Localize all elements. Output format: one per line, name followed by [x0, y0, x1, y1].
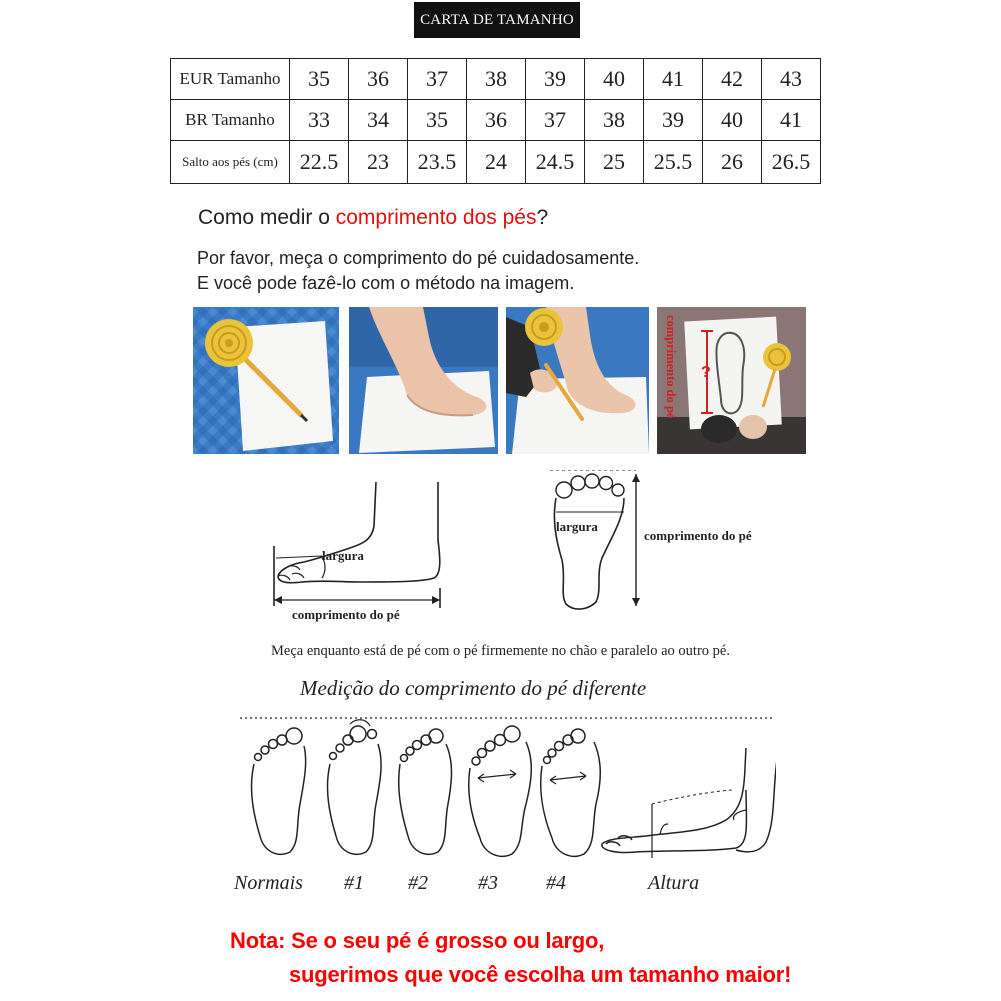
foot-type-normal: Normais — [234, 872, 303, 894]
sole-length-label: comprimento do pé — [644, 528, 752, 543]
size-cell: 35 — [408, 100, 467, 141]
how-title-suffix: ? — [536, 206, 549, 229]
row-label: BR Tamanho — [171, 100, 290, 141]
row-label: Salto aos pés (cm) — [171, 141, 290, 184]
size-cell: 25.5 — [644, 141, 703, 184]
size-cell: 43 — [762, 59, 821, 100]
size-cell: 36 — [349, 59, 408, 100]
size-cell: 39 — [526, 59, 585, 100]
size-cell: 42 — [703, 59, 762, 100]
svg-text:?: ? — [701, 364, 711, 381]
row-label: EUR Tamanho — [171, 59, 290, 100]
size-cell: 38 — [467, 59, 526, 100]
note-line-2: sugerimos que você escolha um tamanho maior! — [289, 962, 792, 987]
side-length-label: comprimento do pé — [292, 607, 400, 622]
size-row-eur — [171, 59, 821, 100]
photo-foot-on-paper — [349, 307, 498, 454]
sole-foot-drawing — [540, 470, 790, 620]
size-row-foot-length — [171, 141, 821, 184]
size-cell: 37 — [526, 100, 585, 141]
sole-width-label: largura — [556, 519, 598, 534]
size-cell: 25 — [585, 141, 644, 184]
size-chart-banner: CARTA DE TAMANHO — [414, 2, 580, 38]
size-cell: 23 — [349, 141, 408, 184]
size-cell: 37 — [408, 59, 467, 100]
size-cell: 23.5 — [408, 141, 467, 184]
different-measurement-title: Medição do comprimento do pé diferente — [300, 676, 647, 700]
photo-traced-outline — [657, 307, 806, 454]
foot-type-1: #1 — [344, 872, 364, 894]
foot-types-diagram — [236, 712, 776, 872]
size-cell: 22.5 — [290, 141, 349, 184]
foot-type-height: Altura — [648, 872, 700, 894]
size-table — [170, 58, 821, 184]
side-foot-diagram — [262, 478, 457, 630]
size-cell: 41 — [644, 59, 703, 100]
foot-type-3: #3 — [478, 872, 498, 894]
how-to-measure-title — [198, 206, 548, 230]
size-cell: 41 — [762, 100, 821, 141]
note-line-1: Nota: Se o seu pé é grosso ou largo, — [230, 928, 605, 953]
photo4-caption-wrap — [661, 313, 681, 443]
size-row-br — [171, 100, 821, 141]
size-cell: 39 — [644, 100, 703, 141]
foot-types-drawing — [236, 712, 776, 872]
stand-instruction: Meça enquanto está de pé com o pé firmemente no chão e paralelo ao outro pé. — [271, 643, 730, 659]
photo4-caption: comprimento do pé — [664, 315, 678, 419]
size-cell: 35 — [290, 59, 349, 100]
how-title-highlight: comprimento dos pés — [335, 206, 537, 229]
size-cell: 26.5 — [762, 141, 821, 184]
foot-type-4: #4 — [546, 872, 566, 894]
size-cell: 40 — [703, 100, 762, 141]
size-cell: 33 — [290, 100, 349, 141]
foot-type-2: #2 — [408, 872, 428, 894]
size-cell: 36 — [467, 100, 526, 141]
side-width-label: largura — [322, 548, 364, 563]
size-cell: 24.5 — [526, 141, 585, 184]
sole-foot-diagram — [540, 470, 790, 620]
how-title-prefix: Como medir o — [198, 206, 336, 229]
photo-paper-and-pencil — [193, 307, 339, 454]
size-cell: 26 — [703, 141, 762, 184]
size-table-body — [171, 59, 821, 184]
how-to-line-1: Por favor, meça o comprimento do pé cuidadosamente. — [197, 248, 640, 268]
size-cell: 24 — [467, 141, 526, 184]
how-to-line-2: E você pode fazê-lo com o método na imagem. — [197, 273, 575, 293]
size-cell: 38 — [585, 100, 644, 141]
size-cell: 34 — [349, 100, 408, 141]
size-cell: 40 — [585, 59, 644, 100]
photo-tracing-foot — [506, 307, 649, 454]
